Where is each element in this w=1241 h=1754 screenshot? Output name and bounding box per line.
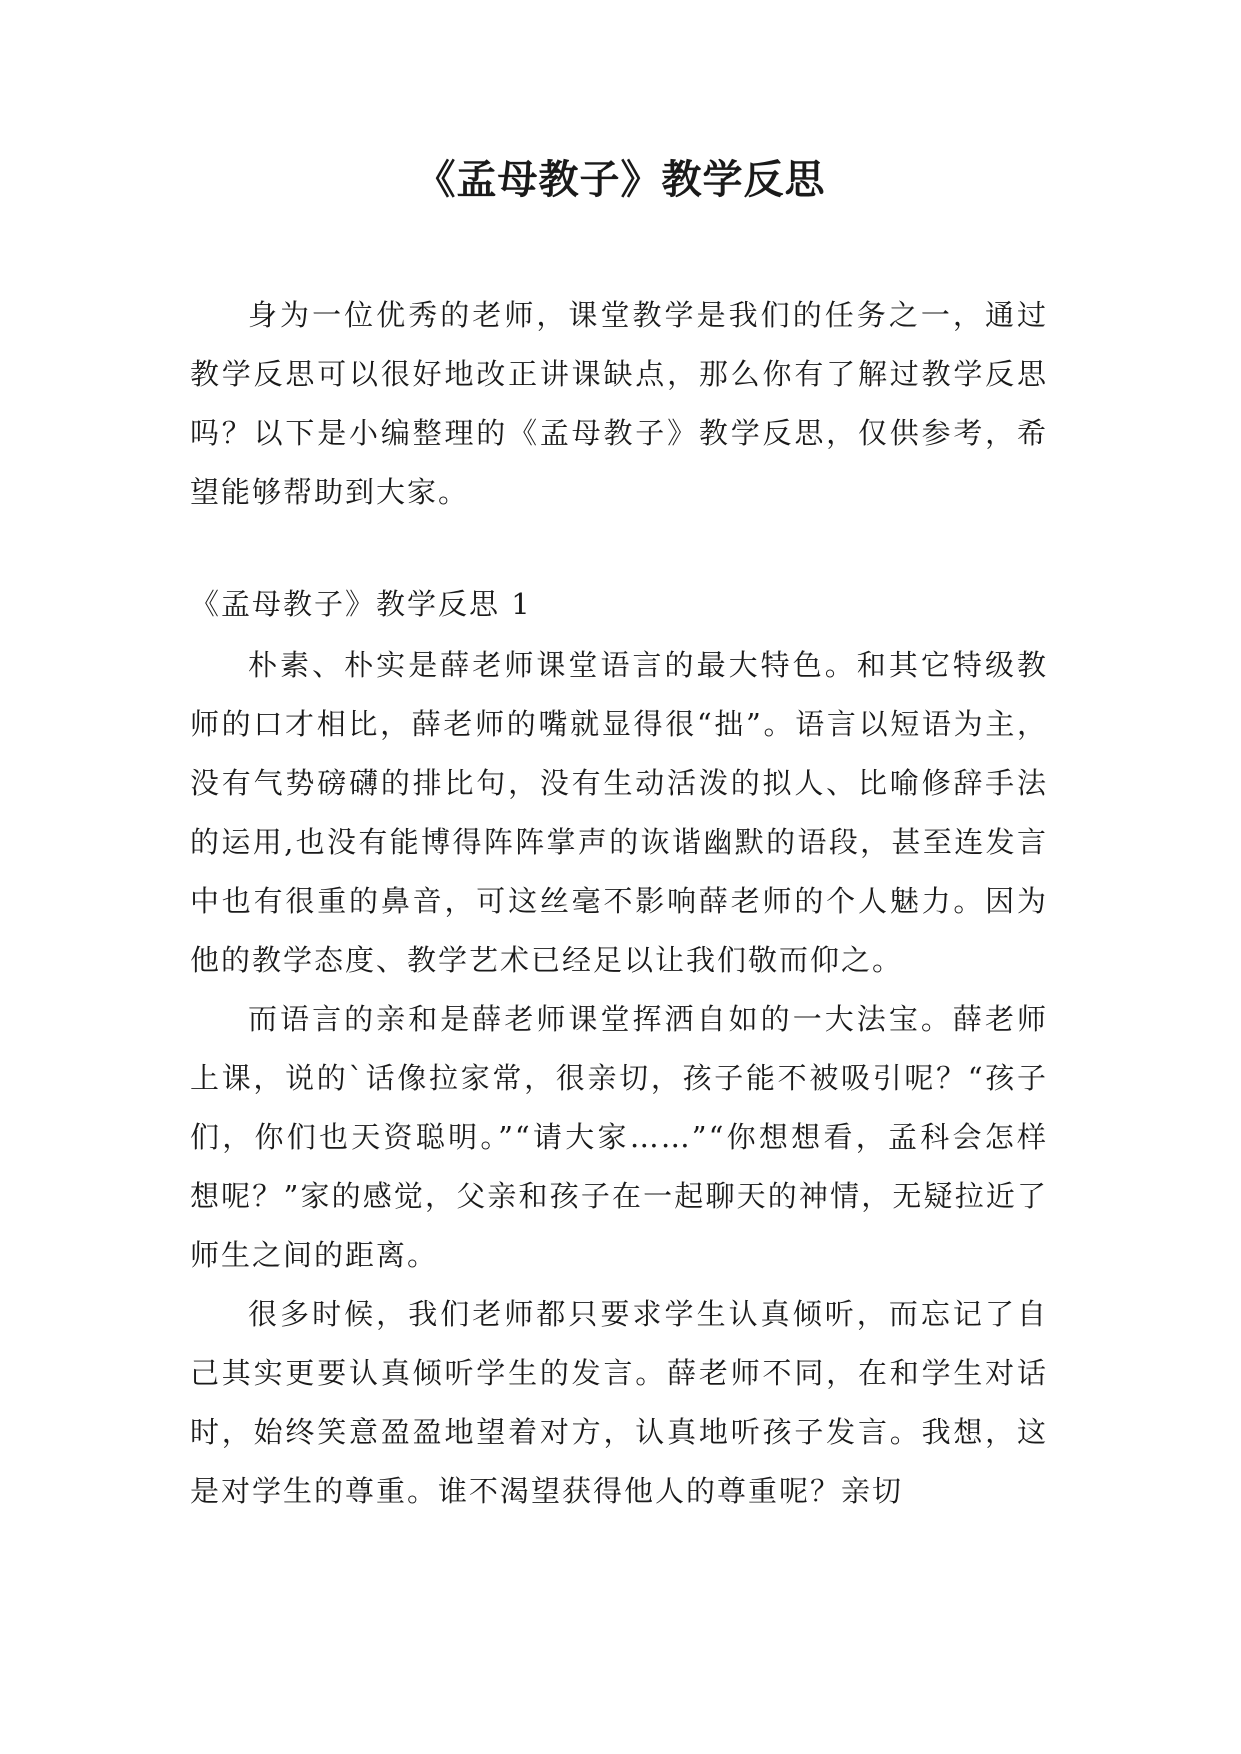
- document-title: 《孟母教子》教学反思: [415, 156, 826, 203]
- body-paragraph-3: 很多时候，我们老师都只要求学生认真倾听，而忘记了自己其实更要认真倾听学生的发言。薛老师不同，在和学生对话时，始终笑意盈盈地望着对方，认真地听孩子发言。我想，这是对学生的尊重。谁不渴望获得他人的尊重呢？亲切: [190, 1297, 1048, 1508]
- body-paragraph-1: 朴素、朴实是薛老师课堂语言的最大特色。和其它特级教师的口才相比，薛老师的嘴就显得很“拙”。语言以短语为主，没有气势磅礴的排比句，没有生动活泼的拟人、比喻修辞手法的运用,也没有能博得阵阵掌声的诙谐幽默的语段，甚至连发言中也有很重的鼻音，可这丝毫不影响薛老师的个人魅力。因为他的教学态度、教学艺术已经足以让我们敬而仰之。: [190, 648, 1048, 977]
- intro-paragraph: 身为一位优秀的老师，课堂教学是我们的任务之一，通过教学反思可以很好地改正讲课缺点，那么你有了解过教学反思吗？以下是小编整理的《孟母教子》教学反思，仅供参考，希望能够帮助到大家。: [190, 298, 1048, 509]
- body-paragraph-2: 而语言的亲和是薛老师课堂挥洒自如的一大法宝。薛老师上课，说的`话像拉家常，很亲切，孩子能不被吸引呢？“孩子们，你们也天资聪明。”“请大家……”“你想想看，孟科会怎样想呢？”家的感觉，父亲和孩子在一起聊天的神情，无疑拉近了师生之间的距离。: [190, 1002, 1048, 1272]
- section-heading: 《孟母教子》教学反思 1: [190, 587, 532, 621]
- section-body: [190, 636, 1048, 1521]
- intro-block: [190, 286, 1048, 522]
